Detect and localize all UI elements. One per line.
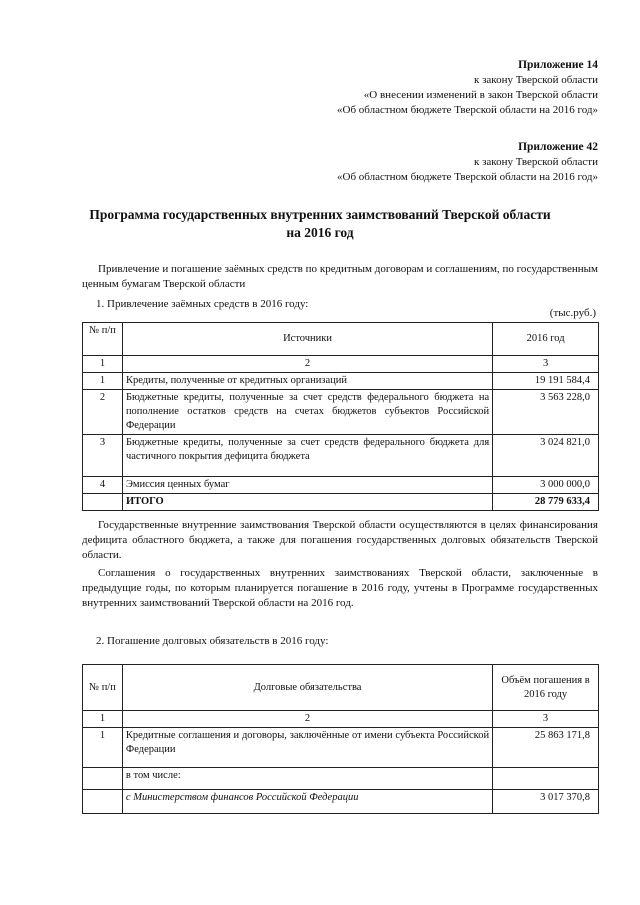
appendix-42-block (337, 140, 598, 185)
document-title (40, 206, 600, 242)
total-num-cell (83, 494, 123, 511)
table-row (83, 477, 599, 494)
row-num: 2 (83, 390, 123, 435)
index-volume: 3 (493, 711, 599, 728)
row-source: Бюджетные кредиты, полученные за счет средств федерального бюджета для частичного покрытия дефицита бюджета (122, 435, 492, 477)
row-num-empty (83, 790, 123, 814)
document-title-line2: на 2016 год (286, 225, 354, 240)
row-including: в том числе: (122, 768, 492, 790)
appendix-14-line2: «О внесении изменений в закон Тверской области (363, 89, 598, 101)
header-volume: Объём погашения в 2016 году (493, 665, 599, 711)
index-num: 1 (83, 711, 123, 728)
row-value: 3 000 000,0 (493, 477, 599, 494)
paragraph-borrowings-purpose: Государственные внутренние заимствования Тверской области осуществляются в целях финансирования дефицита областного бюджета, а также для погашения государственных долговых обязательств Тверской области. (82, 519, 598, 561)
section2-heading: 2. Погашение долговых обязательств в 2016 году: (96, 635, 329, 647)
header-source: Источники (122, 323, 492, 356)
index-num: 1 (83, 356, 123, 373)
row-value: 3 024 821,0 (493, 435, 599, 477)
table-header-row (83, 665, 599, 711)
table-row (83, 373, 599, 390)
table-row (83, 768, 599, 790)
row-source: Кредиты, полученные от кредитных организаций (122, 373, 492, 390)
row-value-empty (493, 768, 599, 790)
document-title-line1: Программа государственных внутренних заимствований Тверской области (89, 207, 551, 222)
table-row (83, 390, 599, 435)
table-row (83, 728, 599, 768)
header-obligation: Долговые обязательства (122, 665, 492, 711)
appendix-14-line3: «Об областном бюджете Тверской области на 2016 год» (337, 104, 598, 116)
index-obligation: 2 (122, 711, 492, 728)
paragraph-agreements: Соглашения о государственных внутренних заимствованиях Тверской области, заключенные в предыдущие годы, по которым планируется погашение в 2016 году, учтены в Программе государственных внутренних заимствований Тверской области на 2016 год. (82, 567, 598, 609)
table-index-row (83, 356, 599, 373)
row-num: 1 (83, 373, 123, 390)
row-ministry: с Министерством финансов Российской Федерации (122, 790, 492, 814)
row-value: 25 863 171,8 (493, 728, 599, 768)
borrowings-table (82, 322, 599, 511)
index-year: 3 (493, 356, 599, 373)
table-row (83, 435, 599, 477)
appendix-42-line2: «Об областном бюджете Тверской области на 2016 год» (337, 171, 598, 183)
appendix-14-title: Приложение 14 (518, 59, 598, 71)
table-index-row (83, 711, 599, 728)
row-num: 1 (83, 728, 123, 768)
header-num: № п/п (83, 323, 123, 356)
header-year: 2016 год (493, 323, 599, 356)
total-value: 28 779 633,4 (493, 494, 599, 511)
table-total-row (83, 494, 599, 511)
row-source: Эмиссия ценных бумаг (122, 477, 492, 494)
row-value: 19 191 584,4 (493, 373, 599, 390)
table-row (83, 790, 599, 814)
row-num: 3 (83, 435, 123, 477)
section1-heading: 1. Привлечение заёмных средств в 2016 году: (96, 298, 309, 310)
intro-paragraph: Привлечение и погашение заёмных средств по кредитным договорам и соглашениям, по государственным ценным бумагам Тверской области (82, 263, 598, 290)
row-value: 3 017 370,8 (493, 790, 599, 814)
appendix-42-title: Приложение 42 (518, 141, 598, 153)
row-num: 4 (83, 477, 123, 494)
appendix-14-block (337, 58, 598, 118)
table-header-row (83, 323, 599, 356)
appendix-42-line1: к закону Тверской области (473, 156, 598, 168)
total-label: ИТОГО (122, 494, 492, 511)
row-value: 3 563 228,0 (493, 390, 599, 435)
row-source: Бюджетные кредиты, полученные за счет средств федерального бюджета на пополнение остатков средств на счетах бюджетов субъектов Российской Федерации (122, 390, 492, 435)
header-num: № п/п (83, 665, 123, 711)
row-num-empty (83, 768, 123, 790)
section1-unit: (тыс.руб.) (549, 307, 596, 319)
appendix-14-line1: к закону Тверской области (473, 74, 598, 86)
row-obligation: Кредитные соглашения и договоры, заключённые от имени субъекта Российской Федерации (122, 728, 492, 768)
repayment-table (82, 664, 599, 814)
index-source: 2 (122, 356, 492, 373)
